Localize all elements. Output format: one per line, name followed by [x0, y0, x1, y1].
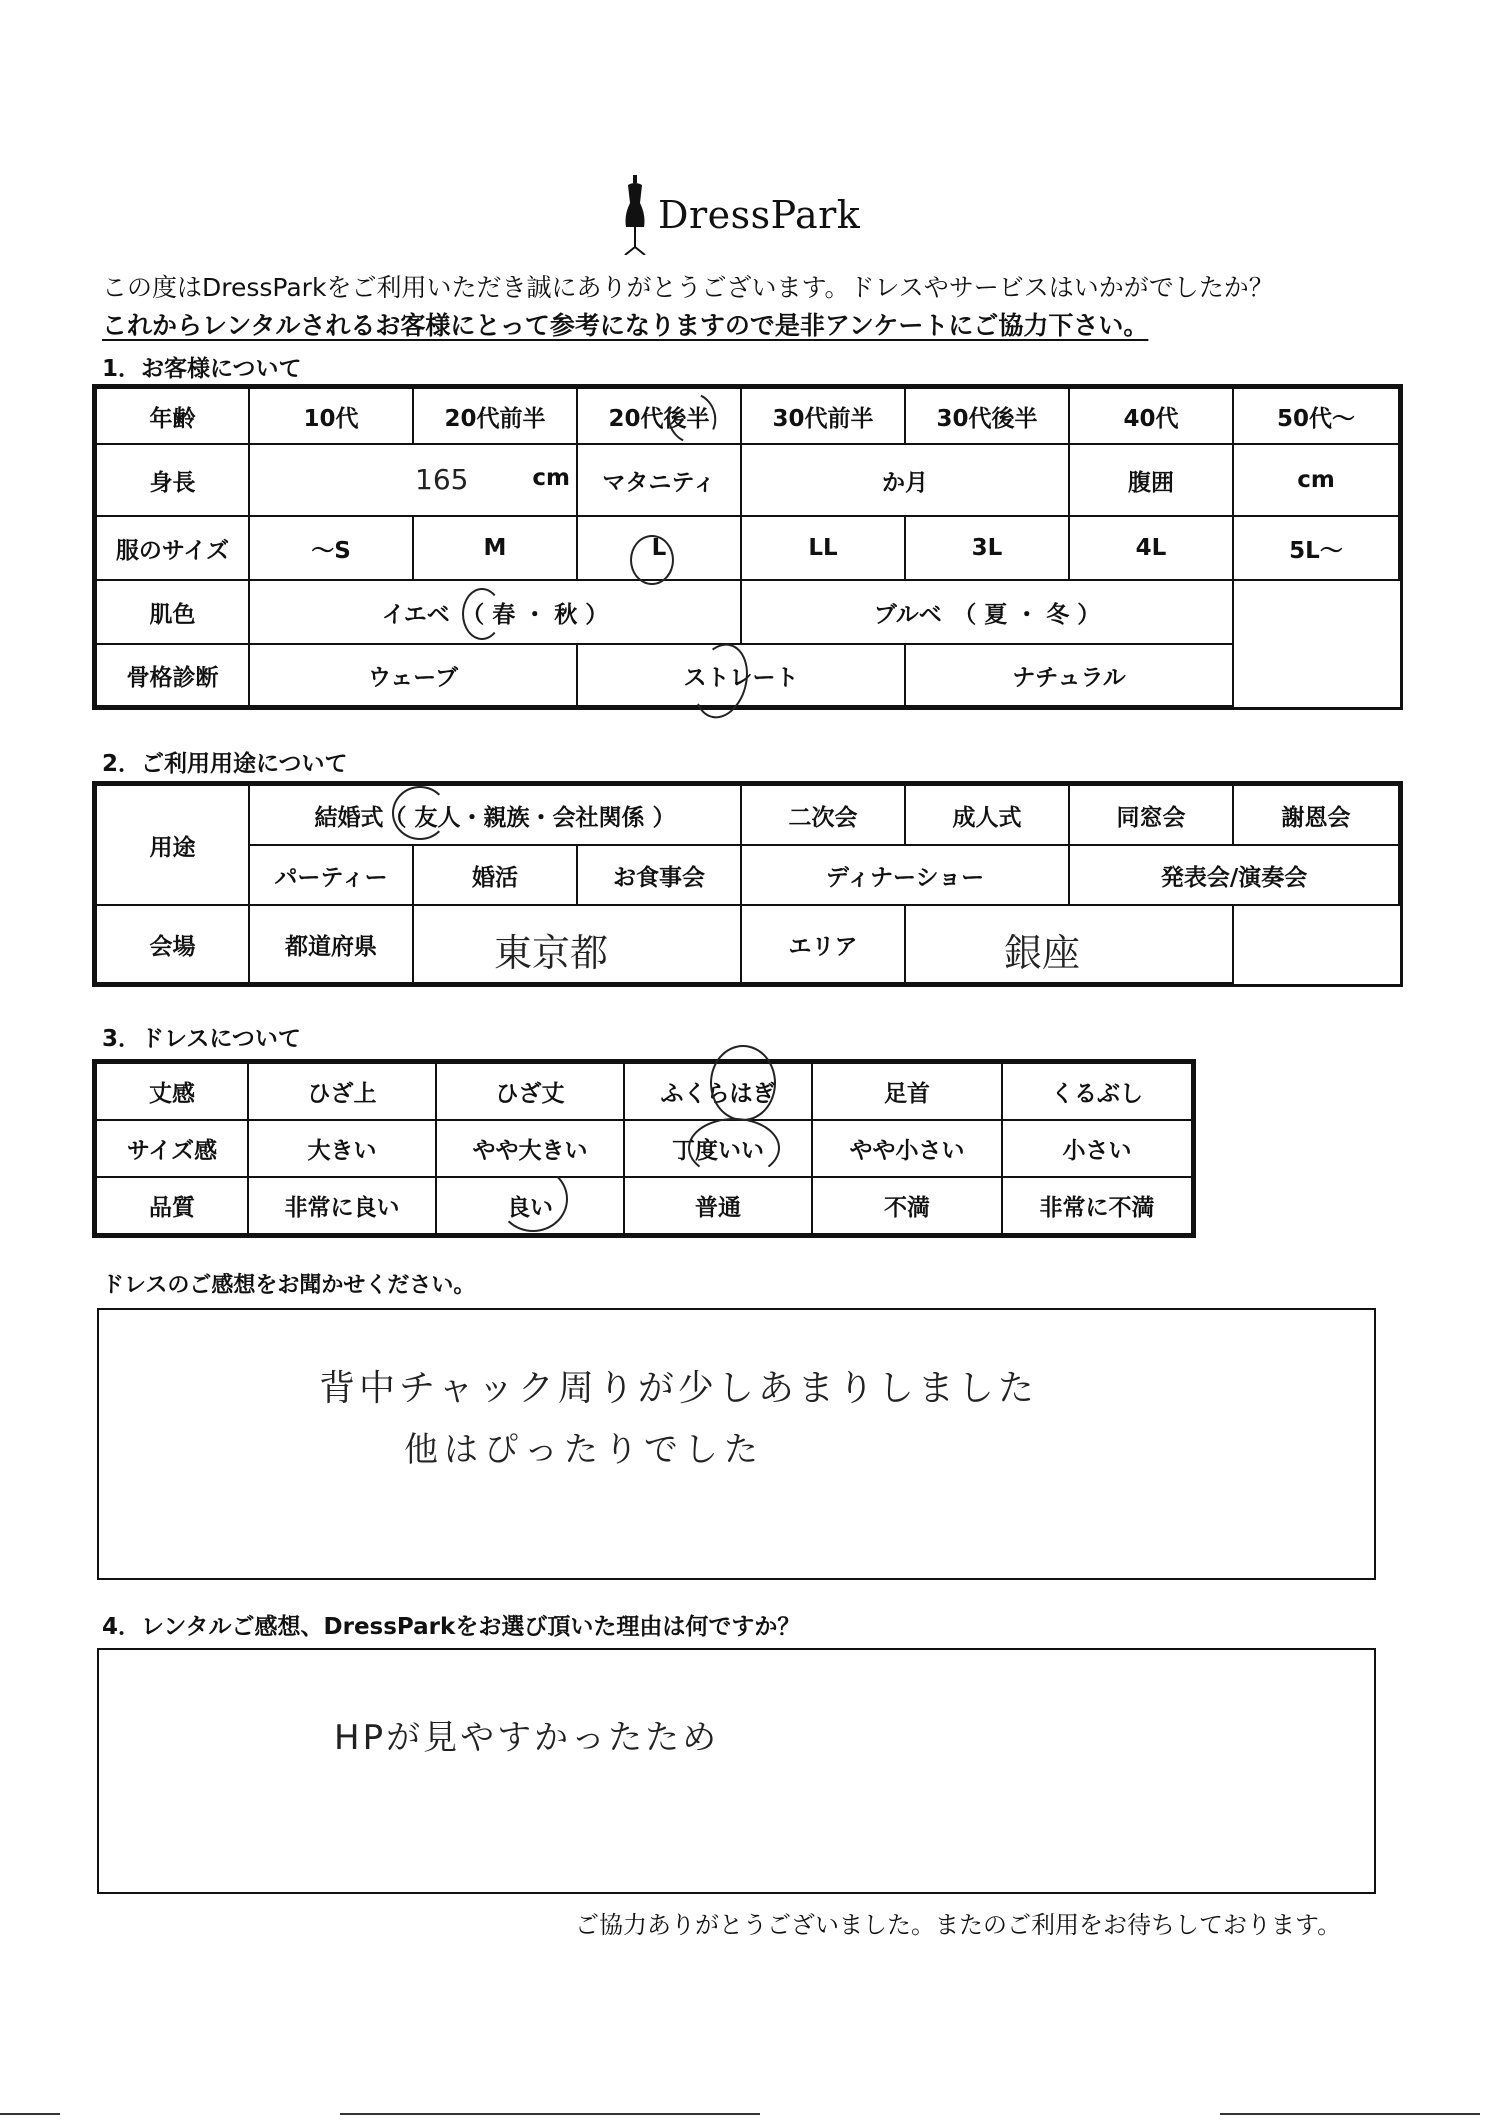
age-option[interactable]: 30代前半 — [741, 388, 905, 444]
skin-label: 肌色 — [96, 580, 249, 644]
impression-prompt: ドレスのご感想をお聞かせください。 — [102, 1273, 476, 1298]
fit-option[interactable]: やや大きい — [436, 1120, 624, 1177]
section4-title: 4．レンタルご感想、DressParkをお選び頂いた理由は何ですか？ — [102, 1614, 801, 1640]
impression-box[interactable] — [97, 1308, 1376, 1580]
blank-cell — [1233, 905, 1399, 983]
age-option[interactable]: 50代～ — [1233, 388, 1399, 444]
section2-title: 2．ご利用用途について — [102, 751, 348, 777]
venue-label: 会場 — [96, 905, 249, 983]
quality-option[interactable]: 普通 — [624, 1177, 812, 1234]
size-option[interactable]: M — [413, 516, 577, 580]
brand-logo — [620, 170, 860, 260]
purpose-option[interactable]: 婚活 — [413, 845, 577, 905]
usage-table — [95, 784, 1400, 984]
age-option[interactable]: 30代後半 — [905, 388, 1069, 444]
skeleton-option-selected[interactable]: ストレート — [577, 644, 905, 706]
size-option[interactable]: 5L～ — [1233, 516, 1399, 580]
selection-mark — [710, 1045, 776, 1121]
divider — [340, 2113, 760, 2115]
size-option-selected[interactable]: L — [577, 516, 741, 580]
age-option[interactable]: 40代 — [1069, 388, 1233, 444]
selection-mark — [688, 1118, 780, 1178]
age-option-selected[interactable]: 20代後半 — [577, 388, 741, 444]
height-value: 165 — [415, 463, 469, 496]
age-option[interactable]: 20代前半 — [413, 388, 577, 444]
fit-option[interactable]: 大きい — [248, 1120, 436, 1177]
size-option[interactable]: ～S — [249, 516, 413, 580]
quality-label: 品質 — [96, 1177, 248, 1234]
length-option[interactable]: ひざ上 — [248, 1063, 436, 1120]
purpose-label: 用途 — [96, 785, 249, 905]
wedding-option[interactable]: 結婚式（ 友人・親族・会社関係 ） — [249, 785, 741, 845]
length-label: 丈感 — [96, 1063, 248, 1120]
length-option[interactable]: 足首 — [812, 1063, 1002, 1120]
purpose-option[interactable]: パーティー — [249, 845, 413, 905]
dress-form-icon — [620, 175, 650, 255]
selection-mark — [392, 786, 448, 840]
impression-line1: 背中チャック周りが少しあまりしました — [319, 1368, 1038, 1409]
reason-answer: HPが見やすかったため — [334, 1718, 720, 1758]
size-option[interactable]: LL — [741, 516, 905, 580]
selection-mark — [498, 1166, 568, 1232]
height-unit: cm — [532, 465, 570, 491]
purpose-option[interactable]: 成人式 — [905, 785, 1069, 845]
purpose-option[interactable]: 発表会/演奏会 — [1069, 845, 1399, 905]
skeleton-label: 骨格診断 — [96, 644, 249, 706]
selection-mark — [462, 588, 502, 640]
quality-option-selected[interactable]: 良い — [436, 1177, 624, 1234]
area-value: 銀座 — [1004, 931, 1081, 975]
maternity-months[interactable]: か月 — [741, 444, 1069, 516]
height-label: 身長 — [96, 444, 249, 516]
selection-mark — [630, 535, 674, 585]
maternity-label: マタニティ — [577, 444, 741, 516]
size-option[interactable]: 4L — [1069, 516, 1233, 580]
waist-label: 腹囲 — [1069, 444, 1233, 516]
prefecture-value: 東京都 — [494, 931, 609, 975]
divider — [0, 2113, 60, 2115]
customer-table — [95, 387, 1400, 707]
fit-label: サイズ感 — [96, 1120, 248, 1177]
age-option[interactable]: 10代 — [249, 388, 413, 444]
purpose-option[interactable]: 同窓会 — [1069, 785, 1233, 845]
waist-unit[interactable]: cm — [1233, 444, 1399, 516]
quality-option[interactable]: 非常に良い — [248, 1177, 436, 1234]
blank-cell — [1233, 644, 1399, 706]
length-option[interactable]: ひざ丈 — [436, 1063, 624, 1120]
purpose-option[interactable]: ディナーショー — [741, 845, 1069, 905]
intro-request: これからレンタルされるお客様にとって参考になりますので是非アンケートにご協力下さい。 — [102, 311, 1149, 340]
size-option[interactable]: 3L — [905, 516, 1069, 580]
skeleton-option[interactable]: ウェーブ — [249, 644, 577, 706]
purpose-option[interactable]: 二次会 — [741, 785, 905, 845]
skin-blue-base[interactable]: ブルベ （ 夏 ・ 冬 ） — [741, 580, 1233, 644]
age-label: 年齢 — [96, 388, 249, 444]
prefecture-field[interactable] — [413, 905, 741, 983]
skin-yellow-base[interactable]: イエベ （ 春 ・ 秋 ） — [249, 580, 741, 644]
blank-cell — [1233, 580, 1399, 644]
skeleton-option[interactable]: ナチュラル — [905, 644, 1233, 706]
area-field[interactable] — [905, 905, 1233, 983]
brand-name: DressPark — [658, 193, 861, 237]
section3-title: 3．ドレスについて — [102, 1026, 301, 1052]
area-label: エリア — [741, 905, 905, 983]
reason-box[interactable] — [97, 1648, 1376, 1894]
fit-option[interactable]: 小さい — [1002, 1120, 1192, 1177]
thanks-message: ご協力ありがとうございました。またのご利用をお待ちしております。 — [575, 1911, 1342, 1939]
purpose-option[interactable]: お食事会 — [577, 845, 741, 905]
prefecture-label: 都道府県 — [249, 905, 413, 983]
length-option[interactable]: くるぶし — [1002, 1063, 1192, 1120]
height-field[interactable] — [249, 444, 577, 516]
purpose-option[interactable]: 謝恩会 — [1233, 785, 1399, 845]
impression-line2: 他はぴったりでした — [404, 1430, 764, 1470]
quality-option[interactable]: 非常に不満 — [1002, 1177, 1192, 1234]
fit-option-selected[interactable]: 丁度いい — [624, 1120, 812, 1177]
size-label: 服のサイズ — [96, 516, 249, 580]
fit-option[interactable]: やや小さい — [812, 1120, 1002, 1177]
quality-option[interactable]: 不満 — [812, 1177, 1002, 1234]
divider — [1220, 2113, 1480, 2115]
section1-title: 1．お客様について — [102, 356, 302, 382]
dress-table — [95, 1062, 1193, 1235]
intro-text: この度はDressParkをご利用いただき誠にありがとうございます。ドレスやサービスはいかがでしたか？ — [102, 273, 1274, 302]
length-option-selected[interactable]: ふくらはぎ — [624, 1063, 812, 1120]
